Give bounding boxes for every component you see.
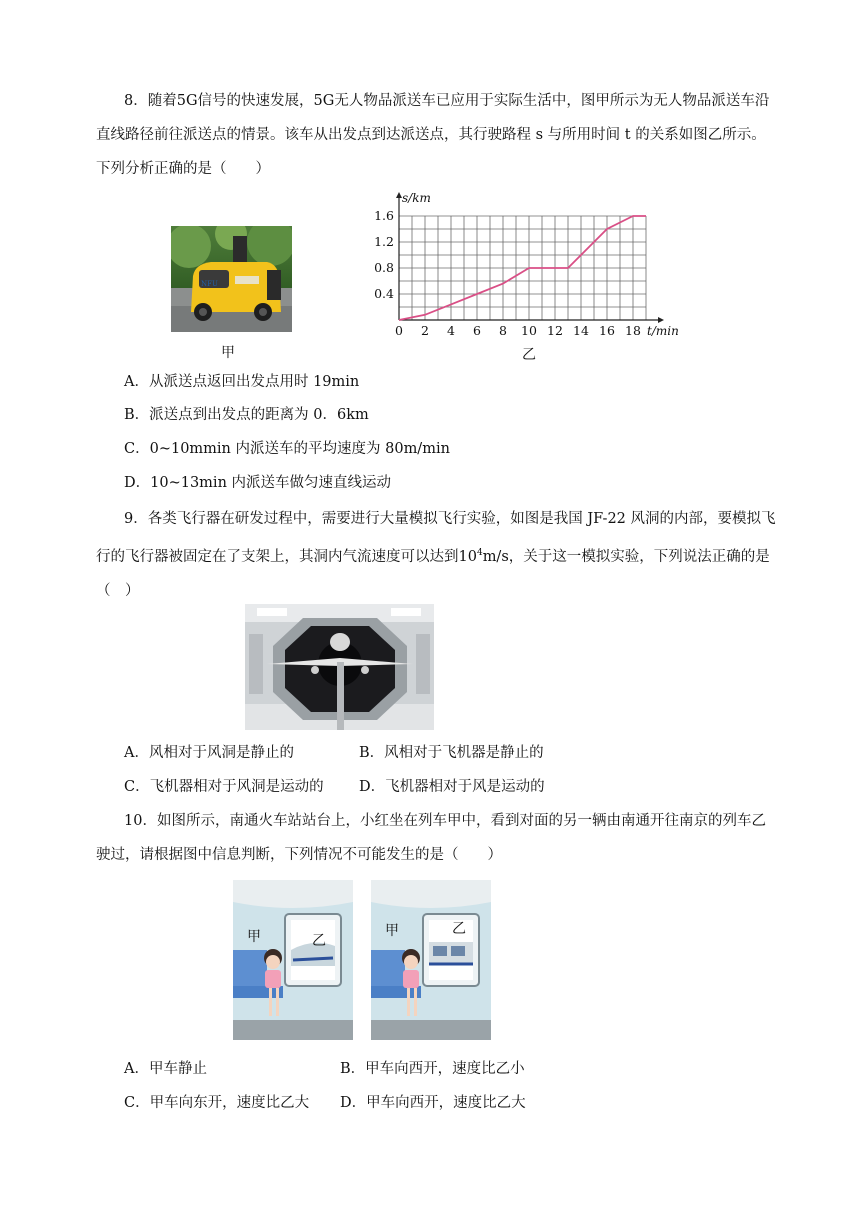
train-jia-label-left: 甲 [247, 929, 261, 945]
figure-b-caption: 乙 [522, 347, 536, 363]
y-tick-label: 1.6 [374, 208, 394, 223]
x-tick-label: 0 [395, 323, 403, 338]
q8-option-d: D．10~13min 内派送车做匀速直线运动 [124, 475, 392, 491]
q10-option-a: A．甲车静止 [124, 1061, 207, 1077]
q9-stem-after: ，关于这一模拟实验，下列说法正确的是（ ） [96, 548, 770, 599]
q9-speed-unit: m/s [482, 548, 509, 565]
q8-option-c: C．0~10mmin 内派送车的平均速度为 80m/min [124, 441, 450, 457]
q8-option-b: B．派送点到出发点的距离为 0．6km [124, 407, 369, 423]
train-illustration-right [371, 880, 491, 1040]
q8-stem: 8．随着5G信号的快速发展，5G无人物品派送车已应用于实际生活中，图甲所示为无人物品派送车沿直线路径前往派送点的情景。该车从出发点到达派送点，其行驶路程 s 与所用时间 t 的关系如图乙所示。下列分析正确的是（ ） [96, 93, 770, 177]
x-tick-label: 18 [625, 323, 641, 338]
delivery-vehicle-photo [171, 226, 292, 332]
x-tick-label: 16 [599, 323, 615, 338]
q9-stem [96, 502, 776, 608]
s-t-graph [368, 186, 688, 344]
q9-option-c: C．飞机器相对于风洞是运动的 [124, 779, 324, 795]
x-tick-label: 6 [473, 323, 481, 338]
y-axis-label: s/km [402, 191, 431, 205]
q9-option-a: A．风相对于风洞是静止的 [124, 745, 294, 761]
x-axis-arrow [658, 317, 664, 323]
q8-option-a: A．从派送点返回出发点用时 19min [124, 374, 360, 390]
y-tick-label: 0.4 [374, 286, 394, 301]
q10-option-b: B．甲车向西开，速度比乙小 [340, 1061, 525, 1077]
train-jia-label-right: 甲 [385, 923, 399, 939]
figure-a-caption: 甲 [221, 345, 235, 361]
x-tick-label: 8 [499, 323, 507, 338]
q9-speed-exponent: 4 [476, 548, 483, 558]
x-tick-label: 4 [447, 323, 455, 338]
x-tick-label: 2 [421, 323, 429, 338]
q9-option-d: D．飞机器相对于风是运动的 [359, 779, 545, 795]
y-tick-label: 0.8 [374, 260, 394, 275]
train-yi-label-left: 乙 [312, 933, 326, 949]
q9-speed-base: 10 [458, 548, 477, 565]
x-tick-label: 10 [521, 323, 537, 338]
photo-logo-text: NFU [201, 280, 218, 288]
train-yi-label-right: 乙 [452, 921, 466, 937]
wind-tunnel-photo [245, 604, 434, 730]
x-tick-label: 14 [573, 323, 589, 338]
q10-option-c: C．甲车向东开，速度比乙大 [124, 1095, 310, 1111]
y-tick-label: 1.2 [374, 234, 394, 249]
q9-option-b: B．风相对于飞机器是静止的 [359, 745, 544, 761]
train-illustration-left [233, 880, 353, 1040]
q10-option-d: D．甲车向西开，速度比乙大 [340, 1095, 526, 1111]
x-tick-label: 12 [547, 323, 563, 338]
x-axis-label: t/min [647, 324, 679, 338]
q9-stem-before: 9．各类飞行器在研发过程中，需要进行大量模拟飞行实验，如图是我国 JF-22 风洞的内部，要模拟飞行的飞行器被固定在了支架上，其洞内气流速度可以达到 [96, 511, 776, 565]
q10-stem: 10．如图所示，南通火车站站台上，小红坐在列车甲中，看到对面的另一辆由南通开往南京的列车乙驶过，请根据图中信息判断，下列情况不可能发生的是（ ） [96, 813, 766, 863]
